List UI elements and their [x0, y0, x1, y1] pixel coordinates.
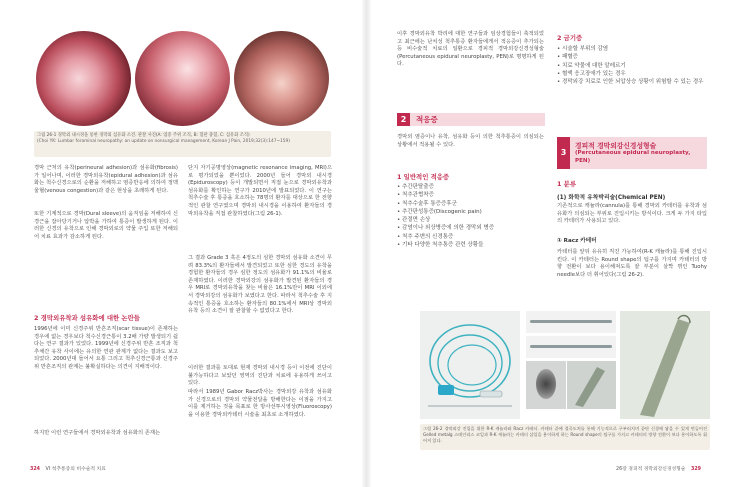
right-top-para: 이후 경막외유착 박리에 대한 연구들과 임상경험들이 축적되었고 최근에는 난치성 척추통증 환자들에게서 적응증이 추가되는 등 비수술적 치료의 일환으로 경피적 경막외강신경성형술(Percutaneous epidural neuroplasty, PEN)로 명명하게 된다.: [397, 31, 544, 68]
left-footer: [30, 465, 106, 472]
racz-catheter-text: 카테터를 앞뒤 유유히 직진 가능하여(R-K 캐뉼라)를 통해 진입시킨다. 이 카테터는 Round shape의 팁구를 가지며 카테터의 방향 전환이 보다 용이해져도록 끝 부분이 살짝 꺾인 Tuohy needle보다 더 휘어있다(그림 26-2).: [557, 249, 707, 278]
catheter-tip-illustration: [620, 311, 710, 419]
left-page-number: 324: [30, 467, 41, 472]
endoscopy-image-a: [36, 31, 131, 126]
left-running-title: VI 척추통증의 비수술적 치료: [45, 467, 106, 472]
section-3-header: [557, 137, 707, 169]
left-col2-para1: 단지 자기공명영상(magnetic resonance imaging, MRI)으로 평가되었을 뿐이었다. 2000년 들어 경막외 내시경(Epiduroscopy) 등이 개발되면서 직접 눈으로 경막외유착과 섬유화를 확인하는 연구가 2010년에 발표되었다. 이 연구는 척추수술 후 통증을 호소하는 78명의 환자를 대상으로 한 전향적인 관찰 연구였으며 경막외 내시경을 이용하여 환자들의 경막외유착을 직접 관찰하였다(그림 26-1).: [188, 165, 332, 217]
list-item: • 치료 약물에 대한 알레르기: [557, 62, 626, 69]
left-col1-para4: 하지만 이런 연구들에서 경막외유착과 섬유화의 존재는: [34, 430, 161, 436]
list-item: • 척추관협착증: [397, 192, 434, 199]
list-item: • 추간판성통증(Discogenic pain): [397, 208, 482, 215]
subheading-classification: 1 분류: [557, 180, 577, 188]
section-2-number: 2: [397, 113, 410, 126]
chemical-pen-heading: (1) 화학적 유착박리술(Chemical PEN): [557, 195, 666, 201]
list-item: • 기타 다양한 척추통증 관련 상황들: [397, 242, 484, 249]
chemical-pen-text: 기존적으로 캐뉼라(cannula)를 통해 경막외 카테터를 유착과 섬유화가 의심되는 부위로 진입시키는 방식이다. 크게 두 가지 타입의 카테터가 사용되고 있다.: [557, 203, 707, 225]
right-running-title: 26장 경피적 경막외강신경성형술: [616, 467, 686, 472]
book-spine: [362, 0, 371, 487]
figure-2-caption-box: [420, 424, 710, 450]
left-col1-para1: 경막 근처의 유착(perineural adhesion)과 섬유화(fibrosis)가 일어나며, 이러한 경막외유착(epidural adhesion)과 섬유화는 척수신경으로의 순환을 저해하고 염증반응에 의하여 정맥울혈(venous congestion)과 같은 현상을 초래하게 된다.: [34, 165, 178, 194]
list-item: • 시술할 부위의 감염: [557, 46, 609, 52]
left-col2-para2: 그 결과 Grade 3 혹은 4정도의 심한 경막외 섬유화 소견이 무려 83.3%의 환자들에서 발견되었고 또한 심한 경도의 유착을 경험한 환자들의 경우 심한 정도의 섬유화가 91.1%의 비율로 존재하였다. 이러한 경막외강의 섬유화가 발견된 환자들의 경우 MRI로 경막외유착을 찾는 비율은 16.1%만이 MRI 이외에서 경막외강의 섬유화가 보였다고 한다. 따라서 척추수술 후 지속적인 통증을 호소하는 환자들의 80.1%에서 MRI상 경막외유착 등의 소견이 잘 관찰할 수 없었다고 한다.: [188, 255, 332, 315]
subheading-general-indications: 1 일반적인 적응증: [397, 173, 450, 181]
catheter-coil-photo: [420, 311, 520, 419]
cannula-tip-photo: [526, 361, 566, 409]
catheter-coil-illustration: [420, 311, 520, 419]
contraindications-list: [557, 45, 705, 86]
list-item: • 혈액 응고장애가 있는 경우: [557, 70, 626, 77]
list-item: • 척추수술후 통증증후군: [397, 200, 457, 207]
right-footer: [616, 465, 701, 472]
section-3-subtitle: (Percutaneous epidural neuroplasty, PEN): [575, 150, 691, 164]
section-3-title: 경피적 경막외강신경성형술: [575, 142, 657, 150]
subheading-contraindications: 2 금기증: [557, 34, 583, 42]
section-3-number: 3: [557, 137, 570, 169]
list-item: • 관절면 손상: [397, 217, 431, 224]
indications-list: [397, 183, 544, 249]
endoscopy-image-c: [234, 31, 329, 126]
list-item: • 경막외강 치료로 인한 뇌압상승 상황이 위험할 수 있는 경우: [557, 79, 704, 86]
figure-2-caption: 그림 26-2 경막외강 진입을 위한 R-K 캐뉼라와 Racz 카테터. 카테터 끝에 절곡도처를 통해 기능적으로 구부러지며 끝단 신경에 닿을 수 있게 만들어진 Gelled metalg 스테인리스 코일과 R-K 캐뉼라는 카테터 삽입을 용이하게 하는 Round shape의 팁구를 가지고 카테터의 방향 전환이 보다 용이하도록 휘어져 있다.: [423, 426, 707, 443]
figure-caption: 그림 26-1 경막외 내시경을 통한 경막외 섬유화 소견. 관찰 사진(A: 염증 주위 조직, B: 혈관 충혈, C: 섬유화 조직): [37, 133, 250, 138]
right-page-number: 329: [690, 467, 701, 472]
left-col2-para4: 따라서 1989년 Gabor Racz박사는 경막외강 유착과 섬유화가 신경으로의 경막외 약물전달을 방해한다는 이점을 가지고 이를 제거하는 것을 목표로 한 방사선투시영상(Fluoroscopy)을 이용한 경막외카테터 시술을 최초로 소개하였다.: [188, 389, 332, 418]
left-col1-para2: 또한 기계적으로 경막(Dural sleeve)의 움직임을 저해하여 신경근을 잡아당기거나 압박을 가하여 통증이 발생하게 된다. 이러한 신경의 유착으로 인해 경막외로의 약물 주입 또한 저해되어 치료 효과가 감소하게 된다.: [34, 211, 178, 240]
list-item: • 척추 주변의 신경통증: [397, 233, 454, 240]
needle-tip-illustration: [567, 361, 616, 409]
list-item: • 감염이나 외상병증에 의한 경막외 병증: [397, 225, 495, 232]
figure-source: (Choi YK: Lumbar foraminal neuropathy: an update on nonsurgical management, Korean J Pain, 2019;32(3):147~159): [37, 139, 290, 145]
section-heading-controversy: 2 경막외유착과 섬유화에 대한 논란들: [34, 314, 140, 322]
section-2-intro: 경막외 염증이나 유착, 섬유화 등이 의한 척추통증이 의심되는 상황에서 적용될 수 있다.: [397, 134, 544, 148]
list-item: • 패혈증: [557, 54, 578, 61]
section-2-header: [397, 113, 545, 126]
cannula-photo-1: [526, 311, 616, 333]
left-col1-para3: 1996년에 이미 신경주위 반흔조직(scar tissue)이 존재하는 경우에 없는 경우보다 척수신경근통이 3.2배 가량 발생되기 쉽다는 연구 결과가 있었다. 1999년에 신경주위 반흔 조직과 척추체간 유착 사이에는 유의한 연관 관계가 없다는 결과도 보고되었다. 2000년대 들어서 요통 그리고 척추신경근통과 신경주위 반흔조직의 관계는 불확실하다는 의견이 지배적이다.: [34, 326, 178, 370]
list-item: • 추간판탈출증: [397, 184, 434, 190]
section-2-title: 적응증: [416, 115, 438, 124]
left-col2-para3: 이러한 결과를 토대로 현재 경막외 내시경 등이 이전에 진단이 불가능하다고 보았던 영역의 진단과 치료에 유용하게 쓰이고 있다.: [188, 365, 332, 387]
catheter-tip-photo: [620, 311, 710, 419]
figure-caption-box: [34, 131, 331, 157]
needle-tip-photo: [567, 361, 616, 409]
racz-catheter-heading: ① Racz 카테터: [557, 238, 597, 244]
endoscopy-image-b: [135, 31, 230, 126]
cannula-photo-2: [526, 336, 616, 358]
